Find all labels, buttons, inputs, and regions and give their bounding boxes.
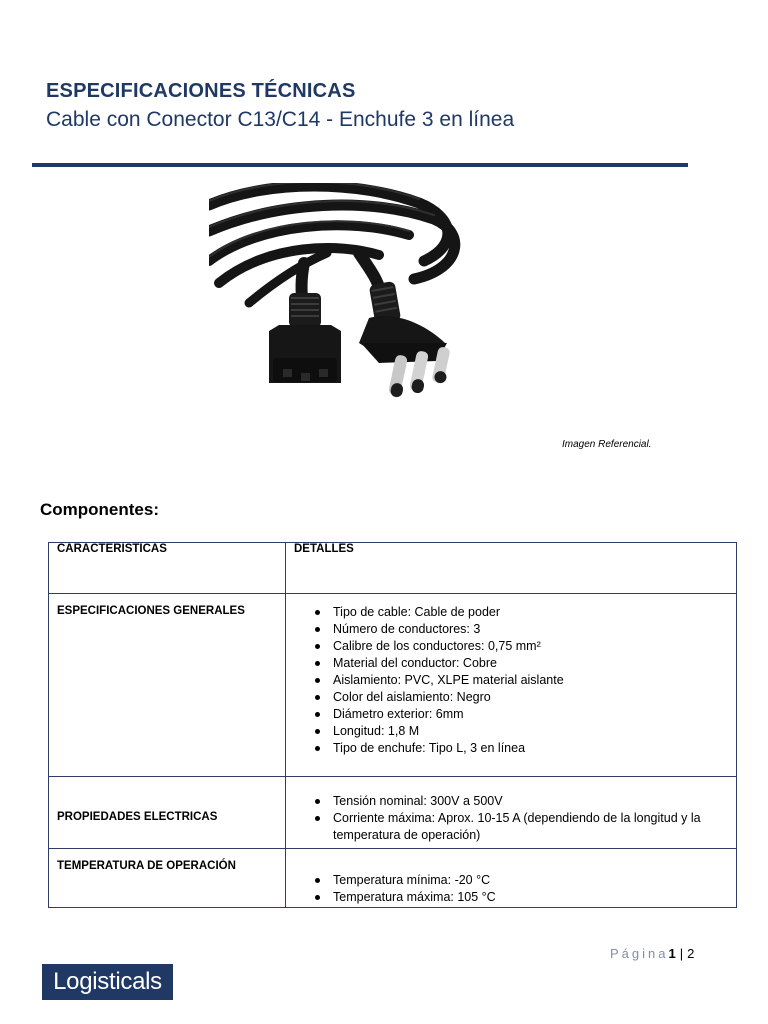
title-divider [32,163,688,167]
temperature-list [294,849,728,906]
row-label-temperature: TEMPERATURA DE OPERACIÓN [57,860,236,872]
total-pages: 2 [687,946,695,961]
current-page: 1 [668,946,676,961]
logisticals-logo [42,964,173,1000]
list-item: Longitud: 1,8 M [294,723,728,740]
list-item: Material del conductor: Cobre [294,655,728,672]
list-item: Temperatura máxima: 105 °C [294,889,728,906]
list-item: Tipo de enchufe: Tipo L, 3 en línea [294,740,728,757]
list-item: Tensión nominal: 300V a 500V [294,793,728,810]
power-cable-photo [209,183,505,426]
list-item: Corriente máxima: Aprox. 10-15 A (dependiendo de la longitud y la temperatura de operación) [294,810,728,844]
table-header-row [49,543,737,594]
electrical-props-list [294,777,728,844]
table-row [49,594,737,777]
header-details: DETALLES [286,543,737,594]
header-characteristics: CARACTERISTICAS [49,543,286,594]
document-subtitle: Cable con Conector C13/C14 - Enchufe 3 en línea [46,108,515,131]
document-title: ESPECIFICACIONES TÉCNICAS [46,80,356,102]
image-caption: Imagen Referencial. [562,439,652,450]
table-row [49,849,737,908]
row-label-general: ESPECIFICACIONES GENERALES [57,605,245,617]
list-item: Temperatura mínima: -20 °C [294,872,728,889]
page-number [610,946,694,961]
row-label-electrical: PROPIEDADES ELECTRICAS [57,810,218,823]
specifications-table [48,542,737,908]
list-item: Calibre de los conductores: 0,75 mm² [294,638,728,655]
page-separator: | [679,946,684,961]
list-item: Aislamiento: PVC, XLPE material aislante [294,672,728,689]
list-item: Tipo de cable: Cable de poder [294,604,728,621]
logo-text: Logisticals [53,968,162,995]
list-item: Color del aislamiento: Negro [294,689,728,706]
page-word: Página [610,946,669,961]
components-heading: Componentes: [40,500,159,519]
list-item: Diámetro exterior: 6mm [294,706,728,723]
list-item: Número de conductores: 3 [294,621,728,638]
general-specs-list [294,594,728,757]
table-row [49,777,737,849]
